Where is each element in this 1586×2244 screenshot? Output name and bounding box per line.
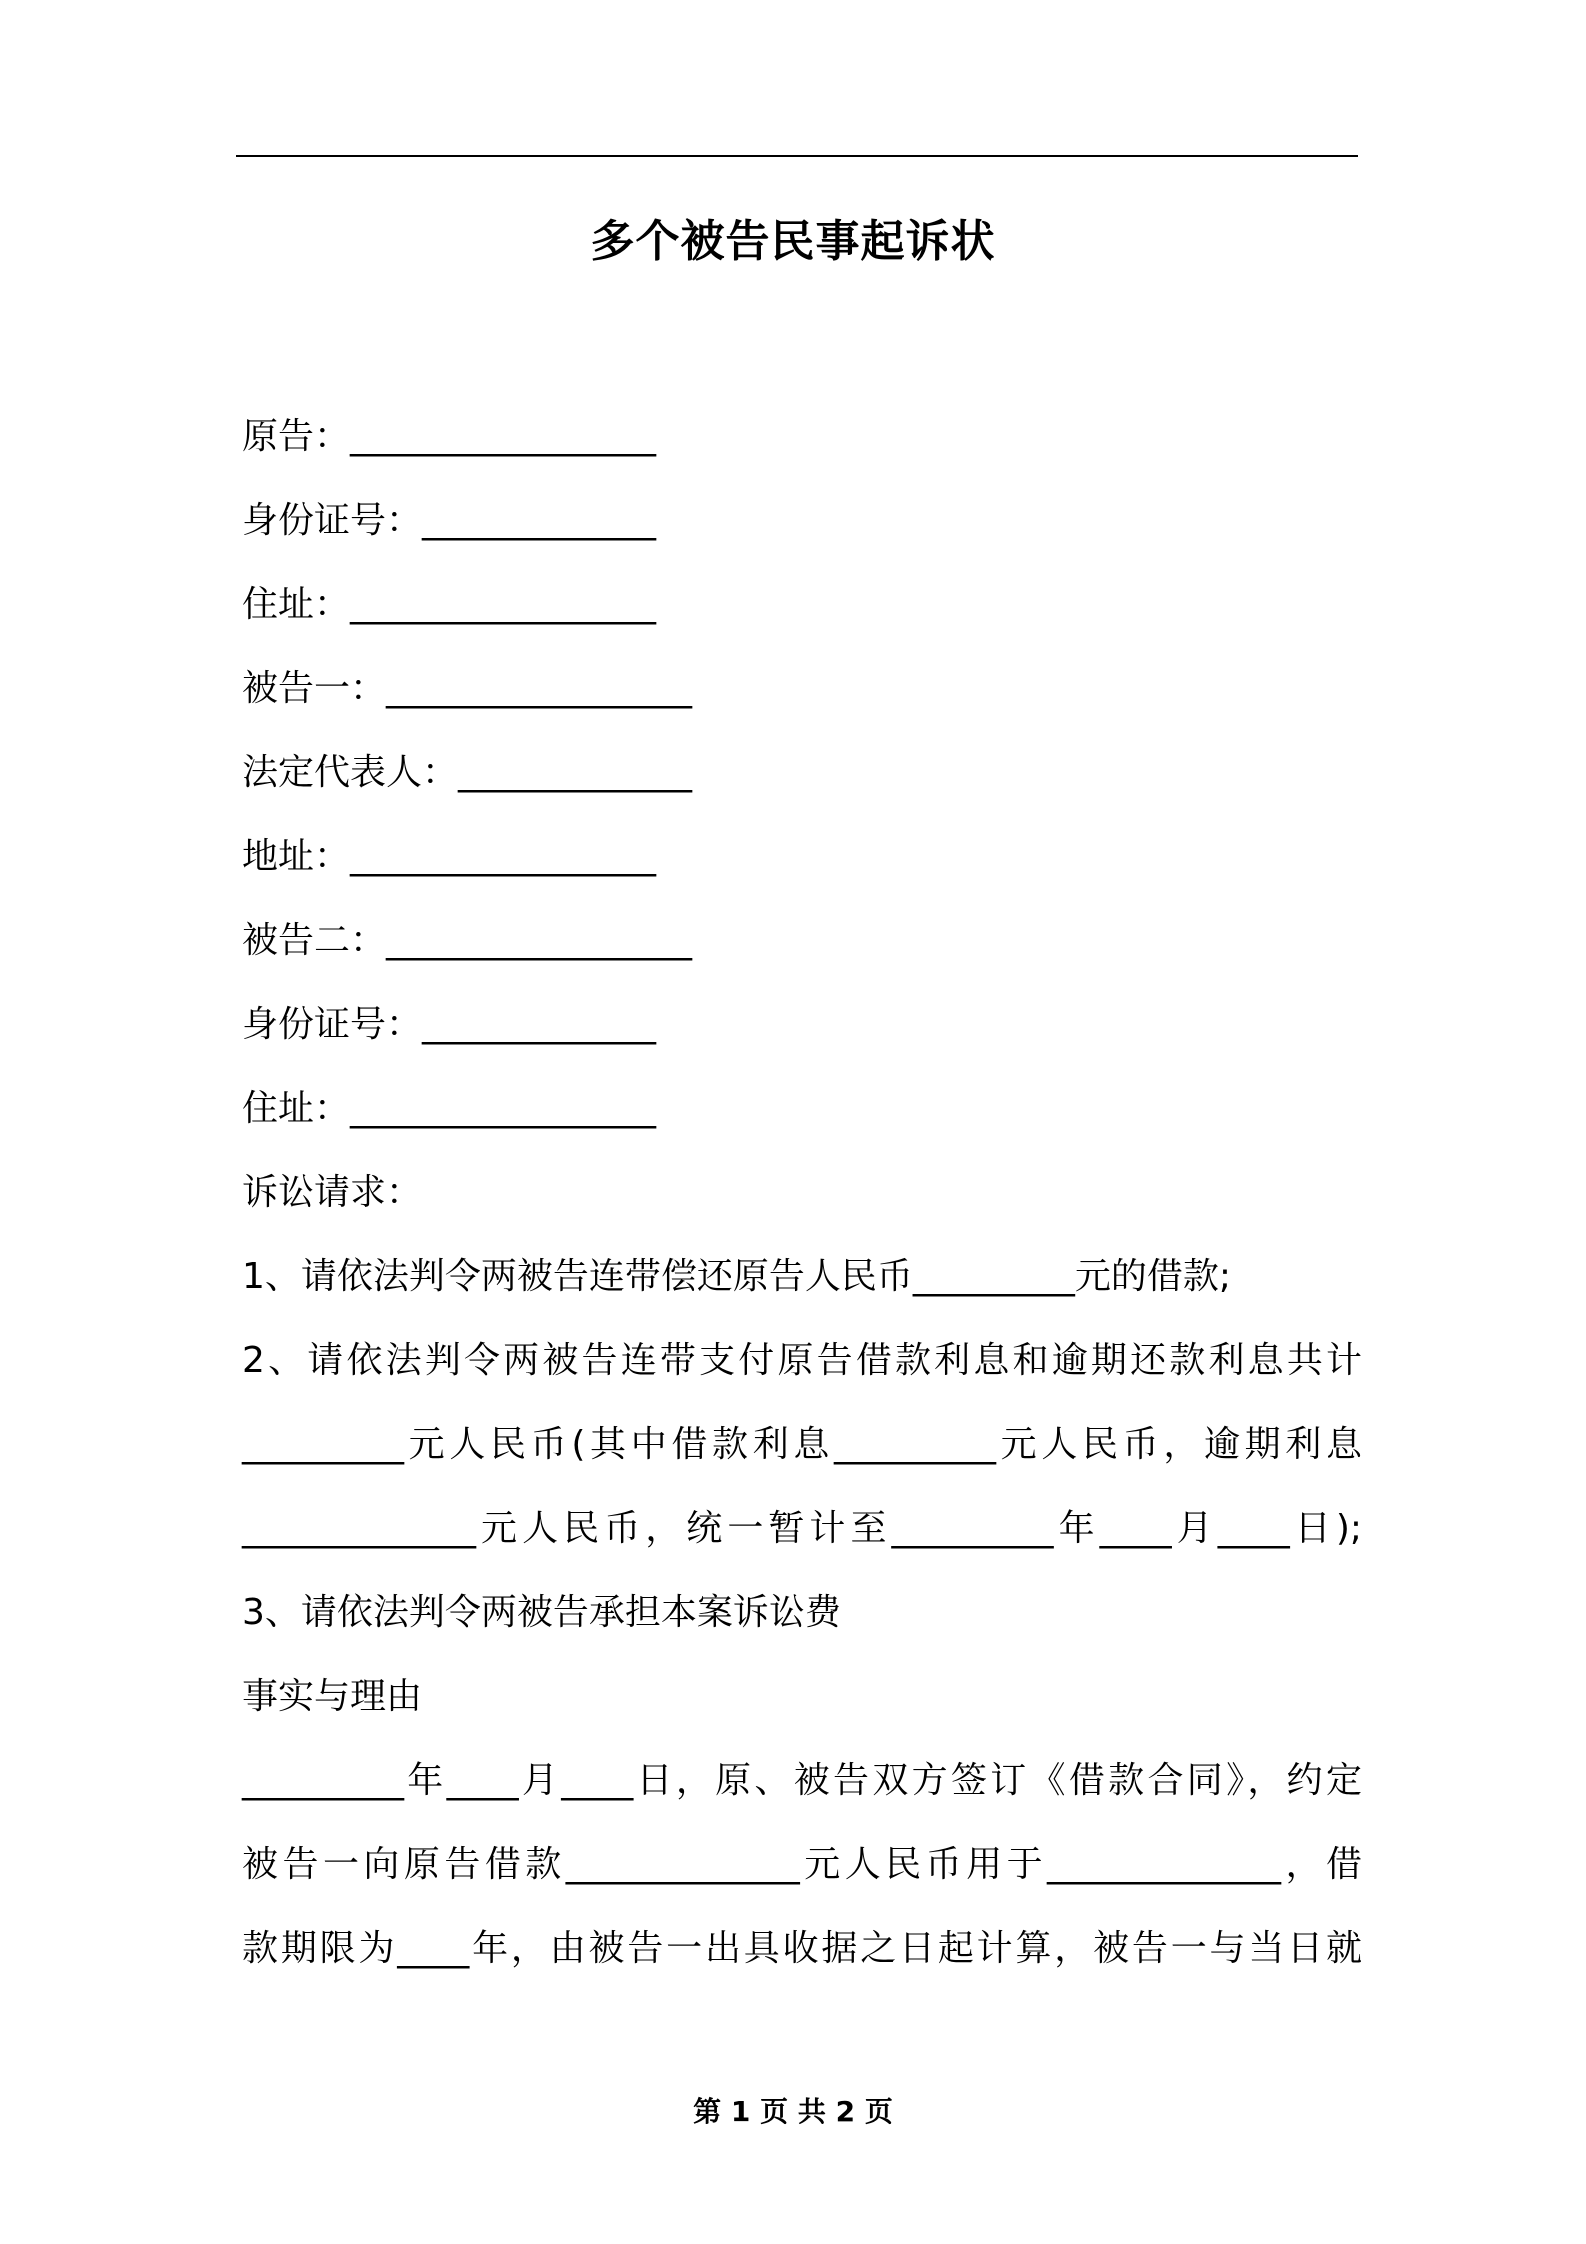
claim-item-3: 3、请依法判令两被告承担本案诉讼费 xyxy=(242,1592,841,1633)
page-number-footer: 第 1 页 共 2 页 xyxy=(693,2095,893,2128)
field-defendant-one: 被告一：_________________ xyxy=(242,668,693,709)
field-defendant-two-address: 住址：_________________ xyxy=(242,1088,657,1129)
header-rule xyxy=(236,155,1358,157)
document-title: 多个被告民事起诉状 xyxy=(590,216,996,267)
field-defendant-one-address: 地址：_________________ xyxy=(242,836,657,877)
field-defendant-two-id: 身份证号：_____________ xyxy=(242,1004,657,1045)
claim-item-1: 1、请依法判令两被告连带偿还原告人民币_________元的借款; xyxy=(242,1256,1232,1297)
claim-item-2-line-2: _________元人民币(其中借款利息_________元人民币，逾期利息 xyxy=(242,1424,1362,1465)
facts-paragraph-line-1: _________年____月____日，原、被告双方签订《借款合同》，约定 xyxy=(242,1760,1362,1801)
field-legal-representative: 法定代表人：_____________ xyxy=(242,752,693,793)
claim-item-2-line-1: 2、请依法判令两被告连带支付原告借款利息和逾期还款利息共计 xyxy=(242,1340,1362,1381)
field-plaintiff: 原告：_________________ xyxy=(242,416,657,457)
claim-item-2-line-3: _____________元人民币，统一暂计至_________年____月____日); xyxy=(242,1508,1362,1549)
facts-paragraph-line-2: 被告一向原告借款_____________元人民币用于_____________，借 xyxy=(242,1844,1362,1885)
section-claims-heading: 诉讼请求： xyxy=(242,1172,423,1213)
field-plaintiff-id: 身份证号：_____________ xyxy=(242,500,657,541)
field-plaintiff-address: 住址：_________________ xyxy=(242,584,657,625)
facts-paragraph-line-3: 款期限为____年，由被告一出具收据之日起计算，被告一与当日就 xyxy=(242,1928,1362,1969)
section-facts-heading: 事实与理由 xyxy=(242,1676,423,1717)
field-defendant-two: 被告二：_________________ xyxy=(242,920,693,961)
